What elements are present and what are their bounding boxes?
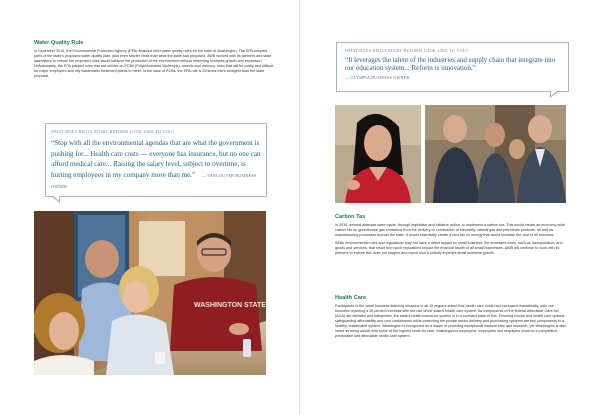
men-meeting-photo bbox=[425, 105, 566, 203]
quote-left-body bbox=[51, 137, 261, 192]
meeting-photo-illustration bbox=[34, 211, 266, 375]
quote-right-kicker: WHAT DOES REGULATORY REFORM LOOK LIKE TO YOU? bbox=[345, 48, 469, 53]
carbon-tax-paragraph-1: In 2016, several attempts were made, through legislative and initiative action, to implement a carbon tax. This would create an economy-wide carbon tax on greenhouse gas emissions from the delivery or combustion of electricity, natural gas and petroleum products, as well as manufacturing processes around the state. It would essentially create a new tax on energy that would increase the cost to all business. bbox=[335, 223, 566, 238]
meeting-photo bbox=[34, 211, 266, 375]
shirt-text: WASHINGTON STATE bbox=[194, 302, 266, 309]
men-meeting-illustration bbox=[425, 105, 566, 203]
right-page bbox=[300, 0, 600, 415]
woman-speaking-photo bbox=[335, 105, 421, 203]
carbon-tax-body bbox=[335, 223, 567, 259]
quote-left-kicker: WHAT DOES REGULATORY REFORM LOOK LIKE TO YOU? bbox=[51, 129, 175, 134]
quote-box-left bbox=[45, 123, 267, 197]
carbon-tax-paragraph-2: While environmental rules and regulations may not have a direct impact on small business, the increased costs, such as transportation, and goods and services, that result from such regulations impact the financial health of all small businesses. AWB will continue to work with its partners to ensure this does not happen and report how it unfairly impedes small business growth. bbox=[335, 241, 563, 256]
carbon-tax-heading: Carbon Tax bbox=[335, 214, 366, 220]
quote-right-pointer-inner bbox=[551, 91, 557, 96]
health-care-body: Participants in the small business listening sessions in all 15 regions stated that health care costs had increased dramatically, with one business reporting a 40 percent increase with the use of the state's health care system. As components of the federal Affordable Care Act (ACA) are debated and interpreted, the state's health insurance system is in a constant state of flux. Ensuring choice and health care options, safeguarding affordability and cost containment while protecting the private sector delivery and purchasing systems are key components to a healthy, sustainable system. Washington is recognized as a leader in providing exceptional medical care and research, yet Washington is also noted as being astute with some of the highest costs for care. Washington's employers, employees and taxpayers deserve a competitive, predictable and affordable health care system. bbox=[335, 304, 567, 339]
water-quality-body: In November 2016, the Environmental Protection Agency (EPA) finalized strict water quality rules for the state of Washington. The EPA adopted parts of the state's proposed water quality plan, plus even stricter limits than what the state had proposed. AWB worked with its partners and state lawmakers to ensure the proposed rules would balance the protection of the environment without restricting business growth and expansion. Unfortunately, the EPA passed rules that are stricter on PCBs (Polychlorinated Biphenyls), arsenic and mercury, rules that will be costly and difficult for major employers and city wastewater treatment plants to meet. In the case of PCBs, the EPA rule is 25 times more stringent than the state proposal. bbox=[34, 49, 274, 79]
quote-box-right bbox=[336, 42, 569, 92]
quote-right-attribution: — OLYMPIA BUSINESS OWNER bbox=[345, 74, 410, 80]
woman-speaking-illustration bbox=[335, 105, 421, 203]
quote-left-text: “Stop with all the environmental agendas that are what the government is pushing for... Health care costs — everyone has insurance, but no one can afford medical care... Raising the salary level, subject to overtime, is hurting employees in my company more than me.” bbox=[51, 139, 261, 179]
quote-left-attribution: — VANCOUVER BUSINESS OWNER bbox=[51, 172, 257, 189]
quote-left-pointer-inner bbox=[53, 196, 59, 201]
water-quality-heading: Water Quality Rule bbox=[34, 40, 84, 46]
quote-right-text: “It leverages the talent of the industries and supply chain that integrate into our education system... Reform is innovation.” bbox=[345, 56, 556, 73]
health-care-heading: Health Care bbox=[335, 295, 367, 301]
